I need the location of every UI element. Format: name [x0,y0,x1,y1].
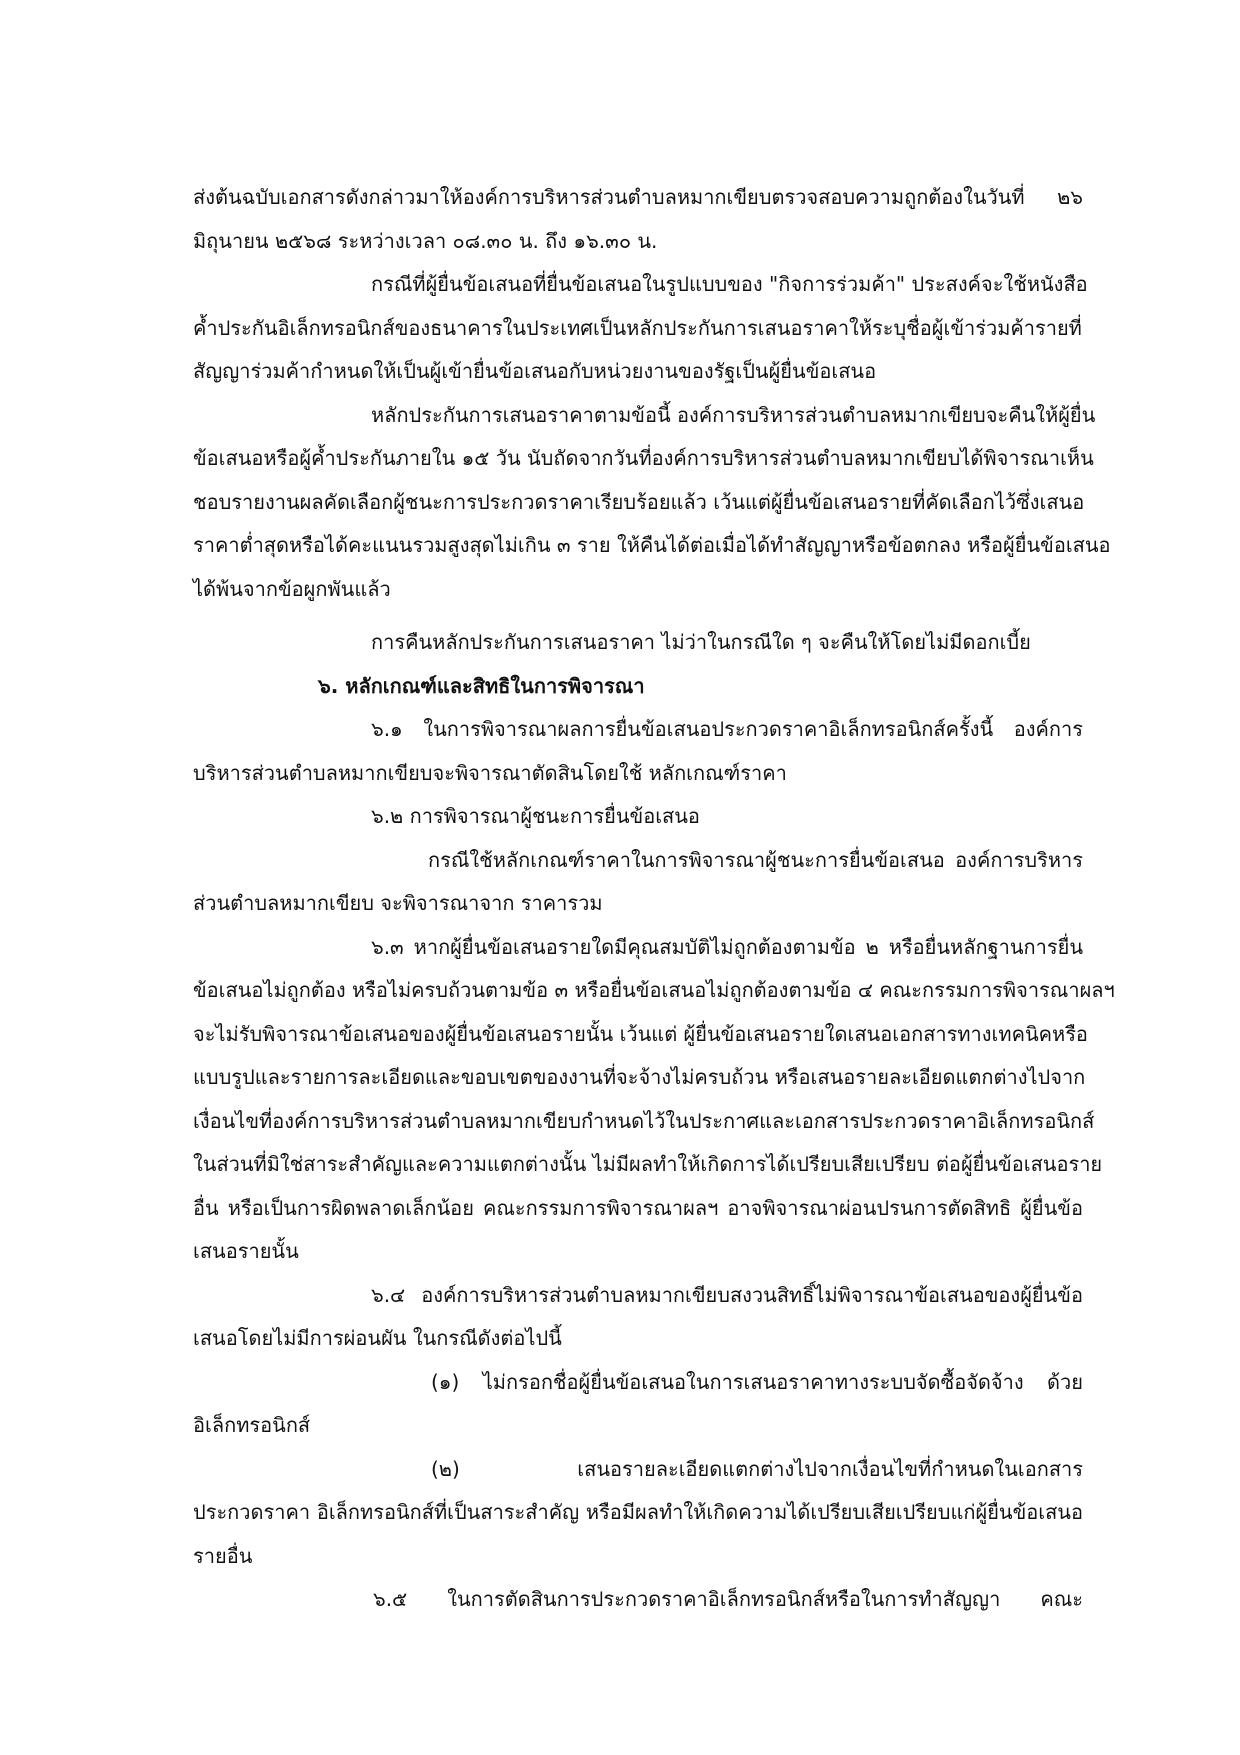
paragraph-line: มิถุนายน ๒๕๖๘ ระหว่างเวลา ๐๘.๓๐ น. ถึง ๑๖.๓๐ น. [193,228,658,253]
clause-6-4-2-line: รายอื่น [193,1543,253,1568]
clause-6-1-line: บริหารส่วนตำบลหมากเขียบจะพิจารณาตัดสินโดยใช้ หลักเกณฑ์ราคา [193,760,787,785]
clause-6-4-1-line: (๑) ไม่กรอกชื่อผู้ยื่นข้อเสนอในการเสนอราคาทางระบบจัดซื้อจัดจ้าง ด้วย [431,1369,1083,1394]
clause-6-4-line: ๖.๔ องค์การบริหารส่วนตำบลหมากเขียบสงวนสิทธิ์ไม่พิจารณาข้อเสนอของผู้ยื่นข้อ [371,1282,1083,1307]
paragraph-line: ค้ำประกันอิเล็กทรอนิกส์ของธนาคารในประเทศเป็นหลักประกันการเสนอราคาให้ระบุชื่อผู้เข้าร่วมค้ารายที่ [193,315,1082,340]
clause-6-3-line: ในส่วนที่มิใช่สาระสำคัญและความแตกต่างนั้น ไม่มีผลทำให้เกิดการได้เปรียบเสียเปรียบ ต่อผู้ยื่นข้อเสนอราย [193,1152,1103,1176]
clause-6-2-line: ส่วนตำบลหมากเขียบ จะพิจารณาจาก ราคารวม [193,891,603,915]
paragraph-line: ส่งต้นฉบับเอกสารดังกล่าวมาให้องค์การบริหารส่วนตำบลหมากเขียบตรวจสอบความถูกต้องในวันที่ ๒๖ [193,185,1083,209]
clause-6-4-2-line: (๒) เสนอรายละเอียดแตกต่างไปจากเงื่อนไขที่กำหนดในเอกสาร [431,1456,1083,1481]
clause-6-2-title: ๖.๒ การพิจารณาผู้ชนะการยื่นข้อเสนอ [371,804,700,828]
clause-6-3-line: เสนอรายนั้น [193,1239,299,1263]
paragraph-line: กรณีที่ผู้ยื่นข้อเสนอที่ยื่นข้อเสนอในรูปแบบของ "กิจการร่วมค้า" ประสงค์จะใช้หนังสือ [371,272,1088,296]
clause-6-4-line: เสนอโดยไม่มีการผ่อนผัน ในกรณีดังต่อไปนี้ [193,1326,562,1350]
paragraph-line: ได้พ้นจากข้อผูกพันแล้ว [193,576,391,601]
document-body [193,176,1115,1622]
clause-6-3-line: แบบรูปและรายการละเอียดและขอบเขตของงานที่จะจ้างไม่ครบถ้วน หรือเสนอรายละเอียดแตกต่างไปจาก [193,1065,1086,1089]
clause-6-4-2-line: ประกวดราคา อิเล็กทรอนิกส์ที่เป็นสาระสำคัญ หรือมีผลทำให้เกิดความได้เปรียบเสียเปรียบแก่ผู้ยื่นข้อเสนอ [193,1500,1083,1524]
paragraph-line: หลักประกันการเสนอราคาตามข้อนี้ องค์การบริหารส่วนตำบลหมากเขียบจะคืนให้ผู้ยื่น [371,402,1096,427]
paragraph-line: สัญญาร่วมค้ากำหนดให้เป็นผู้เข้ายื่นข้อเสนอกับหน่วยงานของรัฐเป็นผู้ยื่นข้อเสนอ [193,359,877,383]
clause-6-3-line: อื่น หรือเป็นการผิดพลาดเล็กน้อย คณะกรรมการพิจารณาผลฯ อาจพิจารณาผ่อนปรนการตัดสิทธิ ผู้ยื่นข้อ [193,1195,1083,1220]
clause-6-3-line: ๖.๓ หากผู้ยื่นข้อเสนอรายใดมีคุณสมบัติไม่ถูกต้องตามข้อ ๒ หรือยื่นหลักฐานการยื่น [371,934,1083,959]
clause-6-3-line: จะไม่รับพิจารณาข้อเสนอของผู้ยื่นข้อเสนอรายนั้น เว้นแต่ ผู้ยื่นข้อเสนอรายใดเสนอเอกสารทางเทคนิคหรือ [193,1021,1088,1046]
paragraph-line: ราคาต่ำสุดหรือได้คะแนนรวมสูงสุดไม่เกิน ๓ ราย ให้คืนได้ต่อเมื่อได้ทำสัญญาหรือข้อตกลง หรือผู้ยื่นข้อเสนอ [193,533,1111,557]
paragraph-line: การคืนหลักประกันการเสนอราคา ไม่ว่าในกรณีใด ๆ จะคืนให้โดยไม่มีดอกเบี้ย [371,630,1031,654]
clause-6-5-line: ๖.๕ ในการตัดสินการประกวดราคาอิเล็กทรอนิกส์หรือในการทำสัญญา คณะ [373,1587,1083,1611]
clause-6-4-1-line: อิเล็กทรอนิกส์ [193,1413,311,1437]
clause-6-2-line: กรณีใช้หลักเกณฑ์ราคาในการพิจารณาผู้ชนะการยื่นข้อเสนอ องค์การบริหาร [428,847,1083,872]
clause-6-3-line: เงื่อนไขที่องค์การบริหารส่วนตำบลหมากเขียบกำหนดไว้ในประกาศและเอกสารประกวดราคาอิเล็กทรอนิกส์ [193,1108,1095,1133]
section-heading: ๖. หลักเกณฑ์และสิทธิในการพิจารณา [318,673,645,698]
paragraph-line: ชอบรายงานผลคัดเลือกผู้ชนะการประกวดราคาเรียบร้อยแล้ว เว้นแต่ผู้ยื่นข้อเสนอรายที่คัดเลือกไว้ซึ่งเสนอ [193,489,1085,514]
clause-6-1-line: ๖.๑ ในการพิจารณาผลการยื่นข้อเสนอประกวดราคาอิเล็กทรอนิกส์ครั้งนี้ องค์การ [371,717,1083,741]
paragraph-line: ข้อเสนอหรือผู้ค้ำประกันภายใน ๑๕ วัน นับถัดจากวันที่องค์การบริหารส่วนตำบลหมากเขียบได้พิจารณาเห็น [193,446,1094,470]
clause-6-3-line: ข้อเสนอไม่ถูกต้อง หรือไม่ครบถ้วนตามข้อ ๓ หรือยื่นข้อเสนอไม่ถูกต้องตามข้อ ๔ คณะกรรมการพิจารณาผลฯ [193,978,1115,1002]
